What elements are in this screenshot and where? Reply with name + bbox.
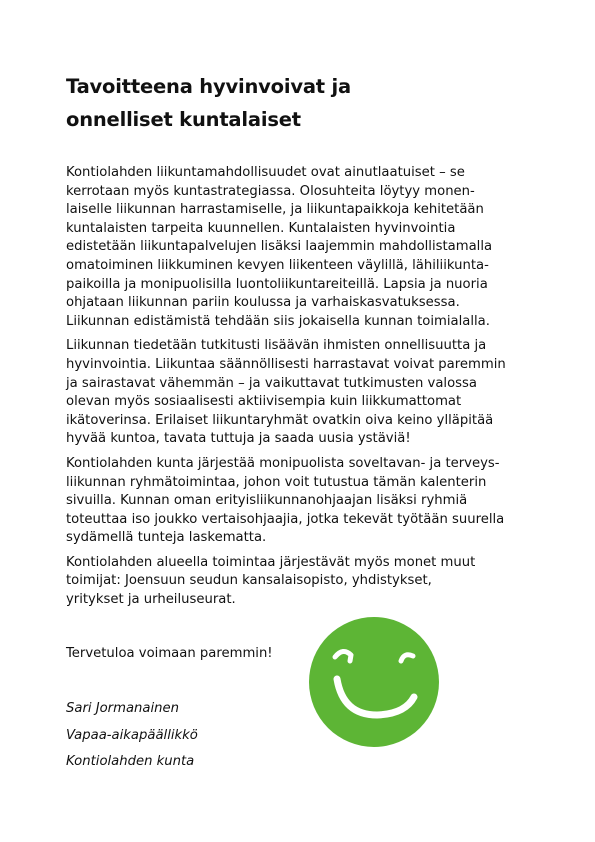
smiley-face-icon [309,617,439,747]
text-line: hyvinvointia. Liikuntaa säännöllisesti harrastavat voivat paremmin [66,356,506,372]
greeting: Tervetuloa voimaan paremmin! [66,646,273,661]
paragraph-2 [66,337,542,449]
title-line-1: Tavoitteena hyvinvoivat ja [66,75,351,98]
text-line: Kontiolahden alueella toimintaa järjestävät myös monet muut [66,554,476,570]
text-line: hyvää kuntoa, tavata tuttuja ja saada uusia ystäviä! [66,431,411,447]
text-line: paikoilla ja monipuolisilla luontoliikuntareiteillä. Lapsia ja nuoria [66,276,488,292]
text-line: ohjataan liikunnan pariin koulussa ja varhaiskasvatuksessa. [66,295,460,311]
text-line: Liikunnan tiedetään tutkitusti lisäävän ihmisten onnellisuutta ja [66,338,487,354]
text-line: ikätoverinsa. Erilaiset liikuntaryhmät ovatkin oiva keino ylläpitää [66,412,494,428]
title-line-2: onnelliset kuntalaiset [66,108,301,131]
text-line: toteuttaa iso joukko vertaisohjaajia, jotka tekevät työtään suurella [66,511,505,527]
paragraph-1 [66,164,542,331]
body-text [66,164,542,616]
text-line: sydämellä tunteja laskematta. [66,530,267,546]
text-line: kuntalaisten tarpeita kuunnellen. Kuntalaisten hyvinvointia [66,220,456,236]
text-line: Liikunnan edistämistä tehdään siis jokaisella kunnan toimialalla. [66,313,490,329]
text-line: sivuilla. Kunnan oman erityisliikunnanohjaajan lisäksi ryhmiä [66,493,468,509]
text-line: ja sairastavat vähemmän – ja vaikuttavat tutkimusten valossa [66,375,477,391]
signature-block [66,696,198,776]
text-line: liikunnan ryhmätoimintaa, johon voit tutustua tämän kalenterin [66,474,487,490]
text-line: edistetään liikuntapalvelujen lisäksi laajemmin mahdollistamalla [66,239,493,255]
signature-name: Sari Jormanainen [66,701,179,716]
text-line: laiselle liikunnan harrastamiselle, ja liikuntapaikkoja kehitetään [66,202,484,218]
text-line: toimijat: Joensuun seudun kansalaisopisto, yhdistykset, [66,573,432,589]
text-line: olevan myös sosiaalisesti aktiivisempia kuin liikkumattomat [66,394,462,410]
signature-organization: Kontiolahden kunta [66,754,195,769]
text-line: omatoiminen liikkuminen kevyen liikenteen väylillä, lähiliikunta- [66,257,489,273]
text-line: yritykset ja urheiluseurat. [66,592,236,608]
paragraph-3 [66,455,542,548]
text-line: Kontiolahden liikuntamahdollisuudet ovat ainutlaatuiset – se [66,165,465,180]
smiley-circle [309,617,439,747]
signature-role: Vapaa-aikapäällikkö [66,727,198,743]
text-line: kerrotaan myös kuntastrategiassa. Olosuhteita löytyy monen- [66,183,475,199]
page-title [66,70,546,136]
paragraph-4 [66,554,542,610]
text-line: Kontiolahden kunta järjestää monipuolista soveltavan- ja terveys- [66,455,500,471]
